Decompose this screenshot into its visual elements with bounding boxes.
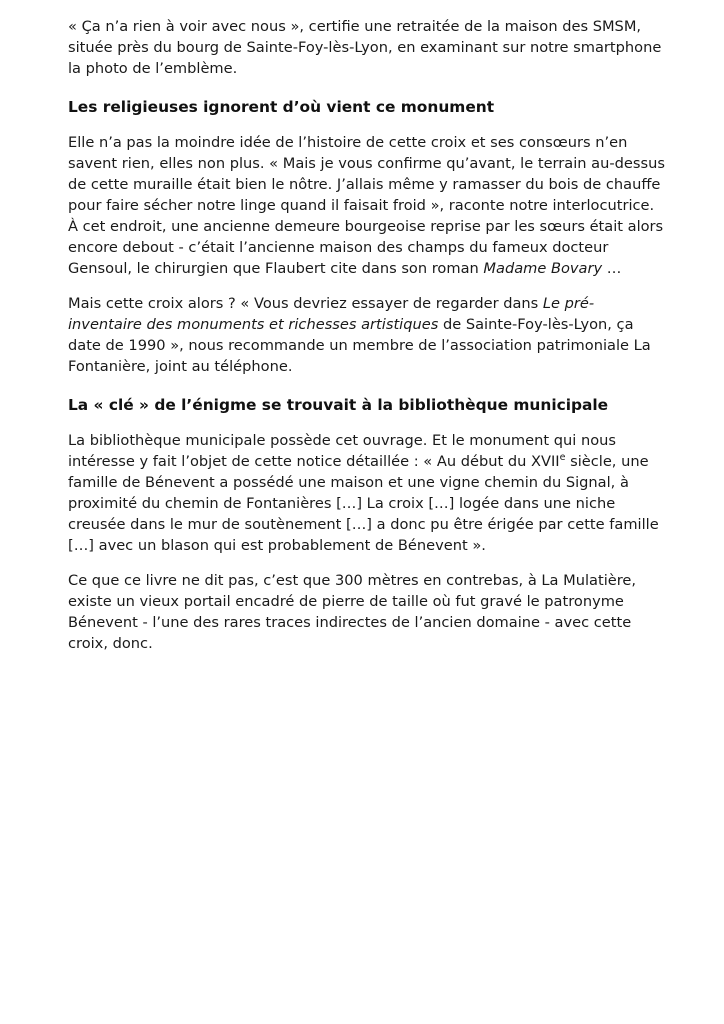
article-paragraph <box>68 132 666 279</box>
section-heading <box>68 97 666 118</box>
section-heading <box>68 395 666 416</box>
italic-text: Le pré-inventaire des monuments et richesses artistiques <box>68 295 595 333</box>
text-run: siècle, une famille de Bénevent a possédé une maison et une vigne chemin du Signal, à proximité du chemin de Fontanières […] La croix […] logée dans une niche creusée dans le mur de soutènement […] a donc pu être érigée par cette famille […] avec un blason qui est probablement de Bénevent ». <box>68 453 659 554</box>
text-run: Elle n’a pas la moindre idée de l’histoire de cette croix et ses consœurs n’en savent rien, elles non plus. « Mais je vous confirme qu’avant, le terrain au-dessus de cette muraille était bien le nôtre. J’allais même y ramasser du bois de chauffe pour faire sécher notre linge quand il faisait froid », raconte notre interlocutrice. À cet endroit, une ancienne demeure bourgeoise reprise par les sœurs était alors encore debout - c’était l’ancienne maison des champs du fameux docteur Gensoul, le chirurgien que Flaubert cite dans son roman <box>68 134 665 277</box>
text-run: La bibliothèque municipale possède cet ouvrage. Et le monument qui nous intéresse y fait l’objet de cette notice détaillée : « Au début du XVII <box>68 432 616 470</box>
text-run: « Ça n’a rien à voir avec nous », certifie une retraitée de la maison des SMSM, située près du bourg de Sainte-Foy-lès-Lyon, en examinant sur notre smartphone la photo de l’emblème. <box>68 18 662 77</box>
text-run: Ce que ce livre ne dit pas, c’est que 300 mètres en contrebas, à La Mulatière, existe un vieux portail encadré de pierre de taille où fut gravé le patronyme Bénevent - l’une des rares traces indirectes de l’ancien domaine - avec cette croix, donc. <box>68 572 637 652</box>
text-run: … <box>602 260 622 277</box>
text-run: Mais cette croix alors ? « Vous devriez essayer de regarder dans <box>68 295 543 312</box>
italic-text: Madame Bovary <box>483 260 603 277</box>
text-run: Les religieuses ignorent d’où vient ce monument <box>68 98 495 116</box>
text-run: de Sainte-Foy-lès-Lyon, ça date de 1990 », nous recommande un membre de l’association patrimoniale La Fontanière, joint au téléphone. <box>68 316 651 375</box>
article-paragraph <box>68 293 666 377</box>
article-paragraph <box>68 570 666 654</box>
superscript-text: e <box>559 452 566 464</box>
article-paragraph <box>68 16 666 79</box>
article-paragraph <box>68 430 666 556</box>
text-run: La « clé » de l’énigme se trouvait à la bibliothèque municipale <box>68 396 609 414</box>
